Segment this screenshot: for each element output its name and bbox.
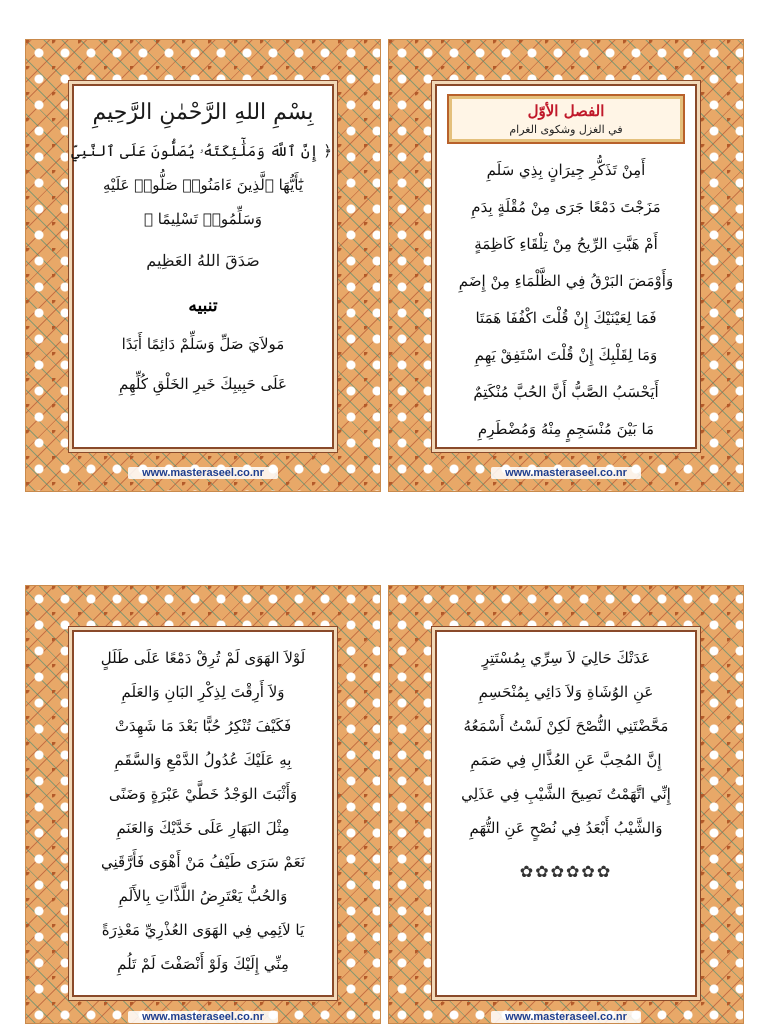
verse-line-3: أَمْ هَبَّتِ الرِّيحُ مِنْ تِلْقَاءِ كَاظِمَةٍ [474, 235, 658, 253]
verse-line-9: يَا لاَئِمِي فِي الهَوَى العُذْرِيِّ مَعْذِرَةً [101, 921, 305, 939]
flower-ornament: ✿✿✿✿✿✿ [519, 862, 613, 881]
verse-line-10: مِنِّي إِلَيْكَ وَلَوْ أَنْصَفْتَ لَمْ تَلُمِ [117, 955, 289, 973]
verse-line-5: إِنِّي اتَّهَمْتُ نَصِيحَ الشَّيْبِ فِي عَذَلِي [461, 785, 671, 803]
verse-line-8: وَالحُبُّ يَعْتَرِضُ اللَّذَّاتِ بِالأَلَمِ [118, 887, 288, 905]
footer-url: www.masteraseel.co.nr [491, 467, 641, 479]
verse-line-1: عَدَتْكَ حَالِيَ لاَ سِرِّي بِمُسْتَتِرٍ [481, 649, 651, 667]
basmala: بِسْمِ اللهِ الرَّحْمٰنِ الرَّحِيمِ [92, 100, 314, 125]
verse-line-7: نَعَمْ سَرَى طَيْفُ مَنْ أَهْوَى فَأَرَّقَنِي [100, 853, 306, 871]
page-content-4 [435, 630, 697, 997]
page-card-2 [388, 39, 744, 492]
poem-verses [74, 646, 332, 976]
verse-line-4: إِنَّ المُحِبَّ عَنِ العُذَّالِ فِي صَمَمِ [470, 751, 662, 769]
verse-line-4: بِهِ عَلَيْكَ عُدُولُ الدَّمْعِ وَالسَّقَمِ [114, 751, 292, 769]
sadaqa-calligraphy: صَدَقَ اللهُ العَظِيم [146, 251, 260, 270]
verse-line-3: فَكَيْفَ تُنْكِرُ حُبًّا بَعْدَ مَا شَهِدَتْ [114, 717, 292, 735]
footer-url: www.masteraseel.co.nr [128, 467, 278, 479]
verse-line-2: وَلاَ أَرِقْتَ لِذِكْرِ البَانِ وَالعَلَمِ [121, 683, 285, 701]
verse-line-1: مَولاَيَ صَلِّ وَسَلِّمْ دَائِمًا أَبَدًا [121, 335, 285, 353]
chapter-title-box [447, 94, 685, 144]
verse-line-1: لَوْلاَ الهَوَى لَمْ تُرِقْ دَمْعًا عَلَى طَلَلٍ [100, 649, 306, 667]
chapter-title: الفصل الأوّل [527, 102, 605, 120]
page-card-1 [25, 39, 381, 492]
verse-line-6: مِثْلَ البَهَارِ عَلَى خَدَّيْكَ وَالعَنَمِ [116, 819, 290, 837]
verse-line-6: وَالشَّيْبُ أَبْعَدُ فِي نُصْحٍ عَنِ التُّهَمِ [469, 819, 663, 837]
ayah-line-3: وَسَلِّمُوا۟ تَسْلِيمًا ﴾ [143, 210, 263, 228]
verse-line-4: وَأَوْمَضَ البَرْقُ فِي الظَّلْمَاءِ مِنْ إِضَمِ [458, 272, 674, 290]
poem-verses [437, 158, 695, 441]
verse-line-2: عَنِ الوُشَاةِ وَلاَ دَائِي بِمُنْحَسِمِ [478, 683, 654, 701]
chapter-subtitle: في الغزل وشكوى الغرام [509, 123, 623, 136]
page-content-3 [72, 630, 334, 997]
verse-line-5: فَمَا لِعَيْنَيْكَ إِنْ قُلْتَ اكْفُفَا هَمَتَا [475, 309, 657, 327]
section-heading: تنبيه [188, 296, 218, 316]
verse-line-5: وَأَثْبَتَ الوَجْدُ خَطَّيْ عَبْرَةٍ وَضَنًى [108, 785, 298, 803]
verse-line-3: مَحَّضْتَنِي النُّصْحَ لَكِنْ لَسْتُ أَسْمَعُهُ [463, 717, 669, 735]
page-content-2 [435, 84, 697, 449]
verse-line-2: عَلَى حَبِيبِكَ خَيرِ الخَلْقِ كُلِّهِمِ [119, 375, 287, 393]
poem-verses [437, 646, 695, 840]
page-card-3 [25, 585, 381, 1024]
ayah-line-1: ﴿ إِنَّ ٱللَّهَ وَمَلَٰٓئِكَتَهُۥ يُصَلُّونَ عَلَى ٱلنَّبِيِّ [71, 142, 332, 160]
verse-line-6: وَمَا لِقَلْبِكَ إِنْ قُلْتَ اسْتَفِقْ يَهِمِ [474, 346, 658, 364]
verse-line-2: مَزَجْتَ دَمْعًا جَرَى مِنْ مُقْلَةٍ بِدَمِ [471, 198, 661, 216]
verse-line-1: أَمِنْ تَذَكُّرِ جِيرَانٍ بِذِي سَلَمِ [486, 161, 646, 179]
ayah-line-2: يَٰٓأَيُّهَا ٱلَّذِينَ ءَامَنُوا۟ صَلُّوا۟ عَلَيْهِ [103, 176, 303, 194]
footer-url: www.masteraseel.co.nr [128, 1011, 278, 1023]
verse-line-8: مَا بَيْنَ مُنْسَجِمٍ مِنْهُ وَمُضْطَرِمِ [477, 420, 655, 438]
page-card-4 [388, 585, 744, 1024]
footer-url: www.masteraseel.co.nr [491, 1011, 641, 1023]
page-content-1 [72, 84, 334, 449]
verse-line-7: أَيَحْسَبُ الصَّبُّ أَنَّ الحُبَّ مُنْكَتِمٌ [473, 383, 659, 401]
